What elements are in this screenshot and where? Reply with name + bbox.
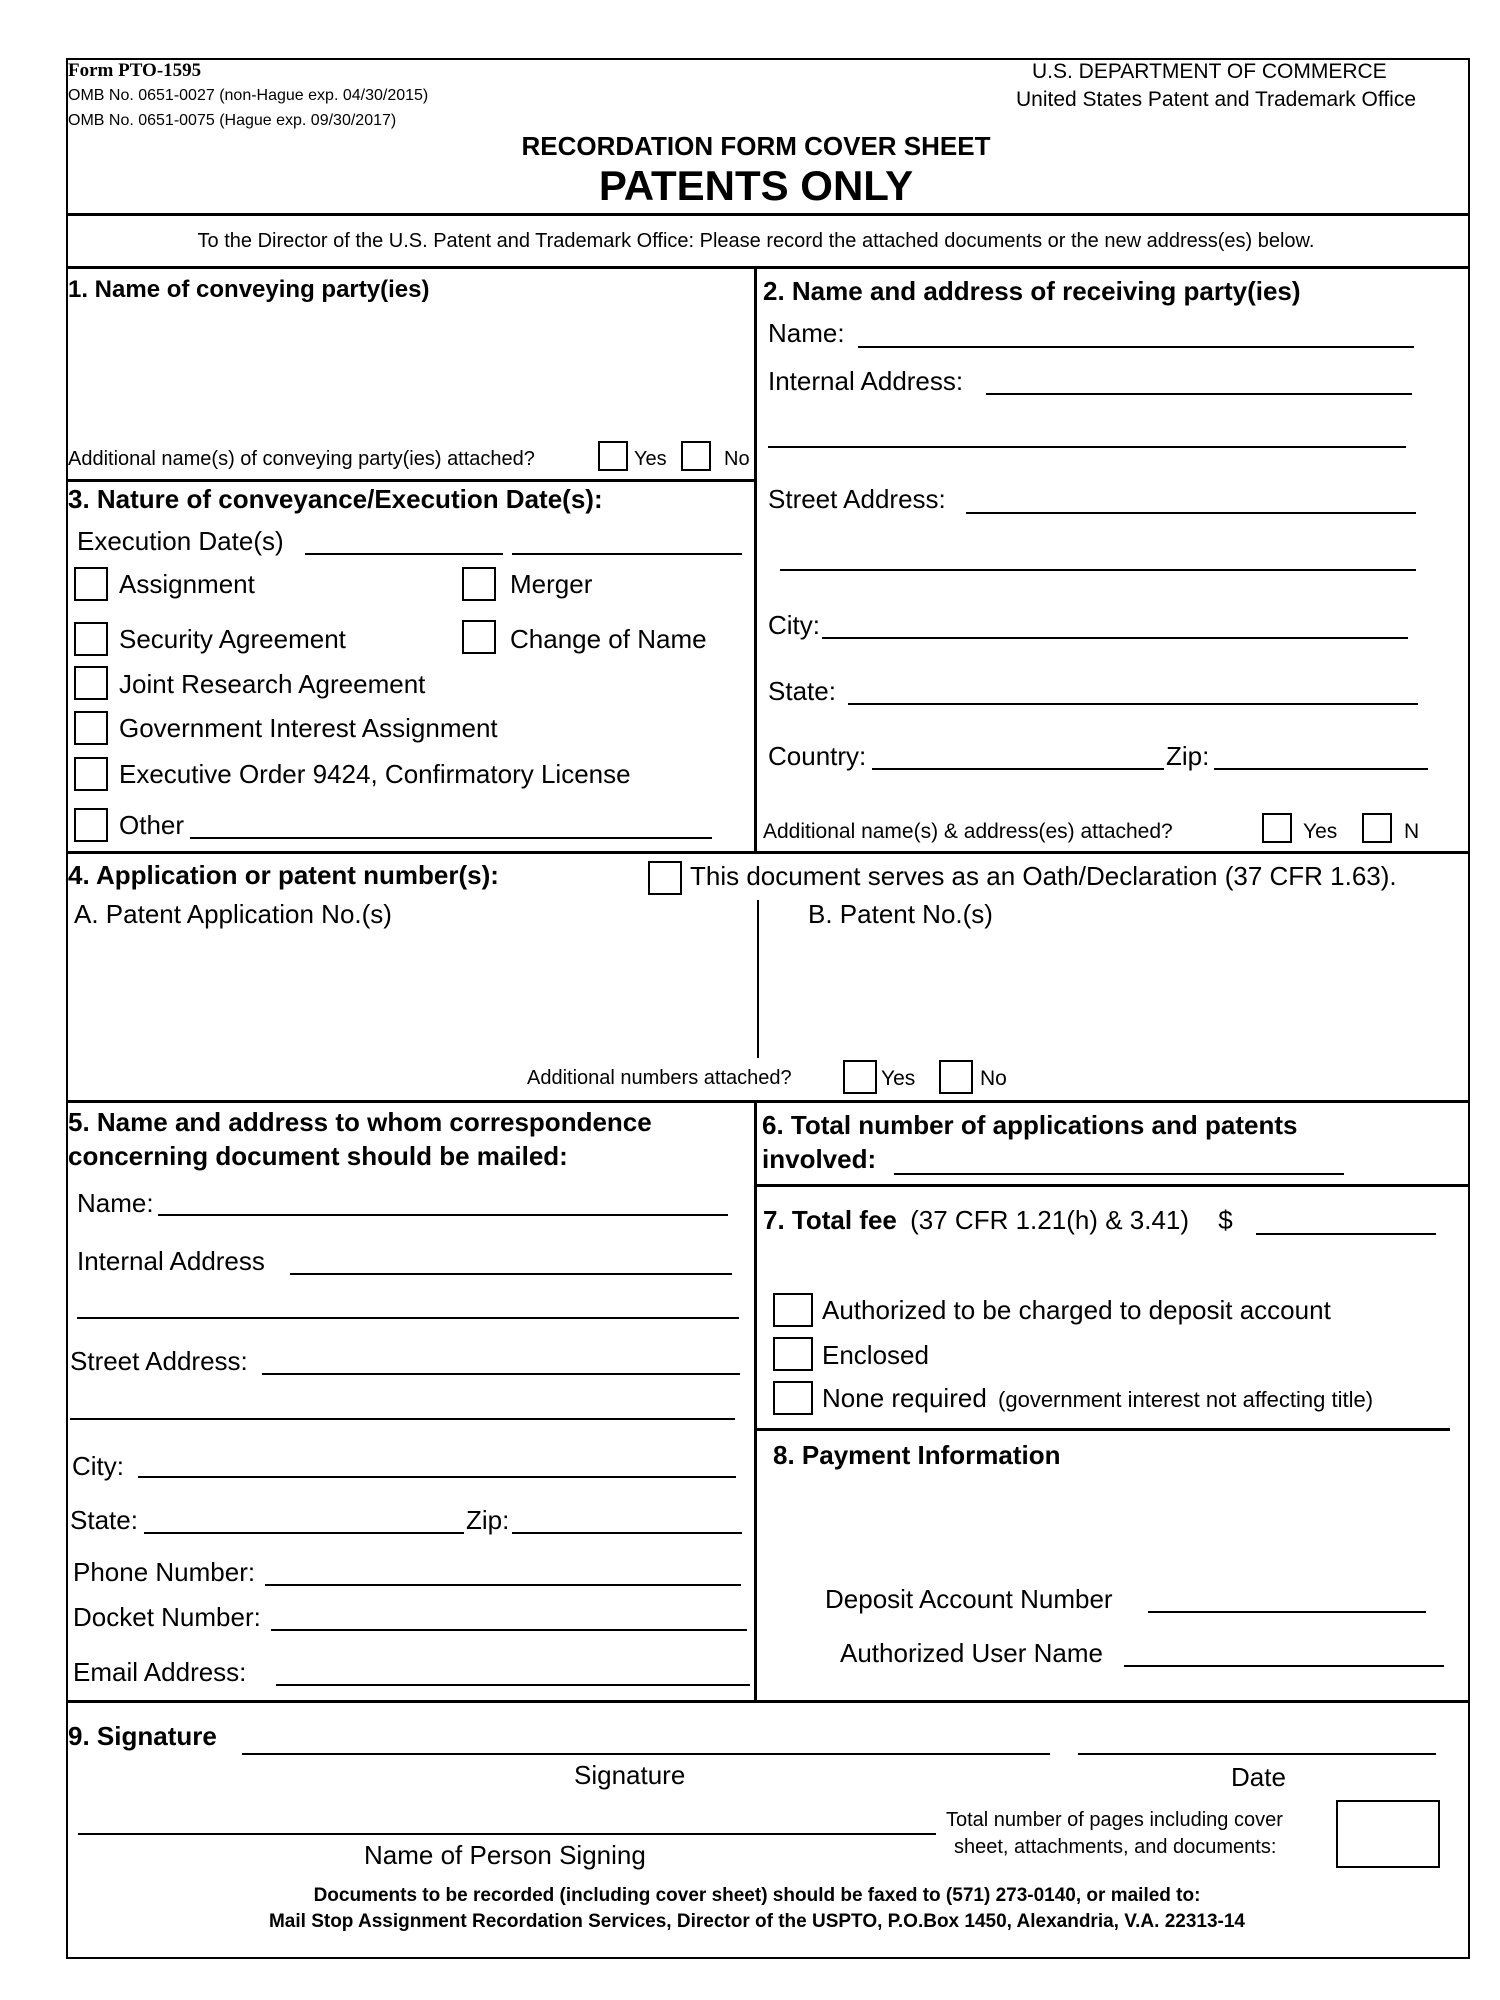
cover-sheet-title: RECORDATION FORM COVER SHEET (521, 131, 991, 161)
sec6-title-line2: involved: (762, 1144, 877, 1174)
sec2-state-label: State: (768, 676, 836, 706)
sec1-no-checkbox[interactable] (681, 441, 711, 471)
sec5-name-field[interactable] (158, 1214, 728, 1216)
sec7-dollar: $ (1218, 1205, 1233, 1235)
sec5-email-field[interactable] (276, 1684, 750, 1686)
frame-left (66, 58, 68, 1959)
sec6-title-line1: 6. Total number of applications and patents (762, 1110, 1298, 1140)
divider-sec9 (66, 1700, 1470, 1703)
sec5-street-field-2[interactable] (70, 1418, 735, 1420)
joint-research-label: Joint Research Agreement (119, 669, 426, 699)
sec2-no-checkbox[interactable] (1362, 813, 1392, 843)
sec5-phone-label: Phone Number: (73, 1557, 256, 1587)
security-agreement-label: Security Agreement (119, 624, 346, 654)
authorized-user-field[interactable] (1124, 1665, 1444, 1667)
name-signing-field[interactable] (78, 1833, 936, 1835)
divider-sec6-7 (756, 1184, 1470, 1187)
sec5-street-field[interactable] (262, 1373, 740, 1375)
sec5-zip-field[interactable] (512, 1532, 742, 1534)
sec7-title-row (763, 1205, 1233, 1236)
sec2-yes-checkbox[interactable] (1262, 813, 1292, 843)
date-label: Date (1231, 1762, 1286, 1792)
sec5-internal-field[interactable] (290, 1273, 732, 1275)
sec5-internal-field-2[interactable] (77, 1317, 739, 1319)
executive-order-checkbox[interactable] (74, 757, 108, 791)
sec4-yes-checkbox[interactable] (843, 1060, 877, 1094)
sec7-cfr: (37 CFR 1.21(h) & 3.41) (910, 1205, 1190, 1235)
other-label: Other (119, 810, 185, 840)
sec5-state-label: State: (70, 1505, 138, 1535)
signature-field[interactable] (242, 1753, 1050, 1755)
sec2-yes-label: Yes (1303, 820, 1338, 843)
sec5-docket-field[interactable] (271, 1629, 747, 1631)
sec2-city-label: City: (768, 610, 820, 640)
department-name: U.S. DEPARTMENT OF COMMERCE (1032, 60, 1387, 83)
enclosed-label: Enclosed (822, 1340, 929, 1370)
sec2-internal-label: Internal Address: (768, 366, 964, 396)
sec4-no-checkbox[interactable] (939, 1060, 973, 1094)
sec3-exec-label: Execution Date(s) (77, 526, 284, 556)
omb-number-2: OMB No. 0651-0075 (Hague exp. 09/30/2017) (68, 112, 397, 129)
government-interest-checkbox[interactable] (74, 711, 108, 745)
sec2-street-field-2[interactable] (780, 569, 1416, 571)
total-pages-box[interactable] (1336, 1800, 1440, 1868)
sec2-internal-field[interactable] (986, 393, 1412, 395)
none-required-note: (government interest not affecting title) (998, 1387, 1374, 1412)
security-agreement-checkbox[interactable] (74, 622, 108, 656)
sec5-zip-label: Zip: (466, 1505, 510, 1535)
merger-checkbox[interactable] (462, 567, 496, 601)
frame-right (1468, 58, 1470, 1959)
sec5-internal-label: Internal Address (77, 1246, 265, 1276)
sec4-yes-label: Yes (881, 1067, 916, 1090)
sec5-street-label: Street Address: (70, 1346, 248, 1376)
divider-sec5 (66, 1100, 1470, 1103)
sec7-total-fee-field[interactable] (1256, 1233, 1436, 1235)
divider-sec4 (66, 851, 1470, 854)
sec2-no-label: N (1404, 820, 1420, 843)
oath-checkbox[interactable] (648, 861, 682, 895)
omb-number-1: OMB No. 0651-0027 (non-Hague exp. 04/30/2015) (68, 87, 429, 104)
sec5-title-line1: 5. Name and address to whom correspondence (68, 1107, 652, 1137)
divider-sec1-3 (66, 479, 756, 482)
other-field[interactable] (190, 837, 712, 839)
sec2-street-field[interactable] (966, 512, 1416, 514)
sec2-name-field[interactable] (858, 346, 1414, 348)
deposit-account-label: Deposit Account Number (825, 1584, 1113, 1614)
authorized-charge-label: Authorized to be charged to deposit account (822, 1295, 1331, 1325)
sec2-street-label: Street Address: (768, 484, 946, 514)
sec5-title-line2: concerning document should be mailed: (68, 1141, 568, 1171)
sec1-no-label: No (724, 448, 750, 470)
none-required-label: None required (822, 1383, 987, 1413)
patent-number-label: B. Patent No.(s) (808, 899, 993, 929)
sec3-exec-date-1[interactable] (305, 553, 503, 555)
oath-label: This document serves as an Oath/Declaration (37 CFR 1.63). (690, 861, 1397, 891)
frame-bottom (66, 1957, 1470, 1959)
page-title: PATENTS ONLY (598, 162, 914, 209)
sec3-title: 3. Nature of conveyance/Execution Date(s): (68, 484, 603, 514)
sec5-name-label: Name: (77, 1188, 154, 1218)
sec4-title: 4. Application or patent number(s): (68, 860, 499, 890)
footer-line-1: Documents to be recorded (including cover sheet) should be faxed to (571) 273-0140, or mailed to: (313, 1885, 1201, 1906)
sec1-yes-checkbox[interactable] (598, 441, 628, 471)
government-interest-label: Government Interest Assignment (119, 713, 498, 743)
sec5-city-field[interactable] (138, 1476, 736, 1478)
none-required-checkbox[interactable] (773, 1381, 813, 1415)
authorized-charge-checkbox[interactable] (773, 1293, 813, 1327)
sec2-title: 2. Name and address of receiving party(ies) (763, 276, 1301, 306)
sec2-state-field[interactable] (848, 703, 1418, 705)
sec5-city-label: City: (72, 1451, 124, 1481)
divider-instruction (66, 266, 1470, 269)
authorized-user-label: Authorized User Name (840, 1638, 1103, 1668)
sec4-additional-label: Additional numbers attached? (527, 1067, 792, 1089)
divider-col-mid (754, 1100, 757, 1702)
office-name: United States Patent and Trademark Office (1016, 88, 1416, 111)
sec9-title: 9. Signature (68, 1721, 217, 1751)
divider-sec7-8 (756, 1428, 1450, 1431)
sec4-no-label: No (980, 1067, 1007, 1090)
executive-order-label: Executive Order 9424, Confirmatory License (119, 759, 631, 789)
sec1-yes-label: Yes (634, 448, 667, 470)
total-pages-label-1: Total number of pages including cover (946, 1809, 1283, 1831)
sec2-country-label: Country: (768, 741, 867, 771)
sec1-title: 1. Name of conveying party(ies) (68, 276, 430, 303)
sec1-additional-label: Additional name(s) of conveying party(ies) attached? (68, 448, 535, 470)
instruction-text: To the Director of the U.S. Patent and Trademark Office: Please record the attached documents or the new address(es) below. (197, 230, 1315, 252)
sec2-zip-label: Zip: (1166, 741, 1210, 771)
merger-label: Merger (510, 569, 593, 599)
form-id: Form PTO-1595 (68, 60, 202, 81)
sec5-state-field[interactable] (144, 1532, 464, 1534)
divider-header (66, 213, 1470, 216)
signature-label: Signature (574, 1760, 686, 1790)
sec2-city-field[interactable] (822, 637, 1408, 639)
sec2-name-label: Name: (768, 318, 845, 348)
none-required-row (822, 1383, 1373, 1414)
sec2-internal-field-2[interactable] (768, 446, 1406, 448)
sec3-exec-date-2[interactable] (512, 553, 742, 555)
sec6-total-field[interactable] (894, 1173, 1344, 1175)
sec5-docket-label: Docket Number: (73, 1602, 261, 1632)
assignment-label: Assignment (119, 569, 255, 599)
sec2-zip-field[interactable] (1214, 768, 1428, 770)
change-of-name-checkbox[interactable] (462, 620, 496, 654)
sec2-country-field[interactable] (872, 768, 1164, 770)
sec7-title: 7. Total fee (763, 1205, 897, 1235)
sec2-additional-label: Additional name(s) & address(es) attached? (763, 820, 1173, 843)
total-pages-label-2: sheet, attachments, and documents: (954, 1836, 1277, 1858)
assignment-checkbox[interactable] (74, 567, 108, 601)
change-of-name-label: Change of Name (510, 624, 707, 654)
deposit-account-field[interactable] (1148, 1611, 1426, 1613)
sec8-title: 8. Payment Information (773, 1440, 1061, 1470)
other-checkbox[interactable] (74, 808, 108, 842)
sec5-phone-field[interactable] (265, 1584, 741, 1586)
sec5-email-label: Email Address: (73, 1657, 247, 1687)
divider-sec4-cols (757, 900, 759, 1058)
footer-line-2: Mail Stop Assignment Recordation Services, Director of the USPTO, P.O.Box 1450, Alexandria, V.A. 22313-14 (268, 1911, 1246, 1932)
divider-col-top (754, 266, 757, 853)
name-signing-label: Name of Person Signing (364, 1840, 646, 1870)
patent-application-label: A. Patent Application No.(s) (74, 899, 392, 929)
enclosed-checkbox[interactable] (773, 1337, 813, 1371)
date-field[interactable] (1078, 1753, 1436, 1755)
joint-research-checkbox[interactable] (74, 666, 108, 700)
